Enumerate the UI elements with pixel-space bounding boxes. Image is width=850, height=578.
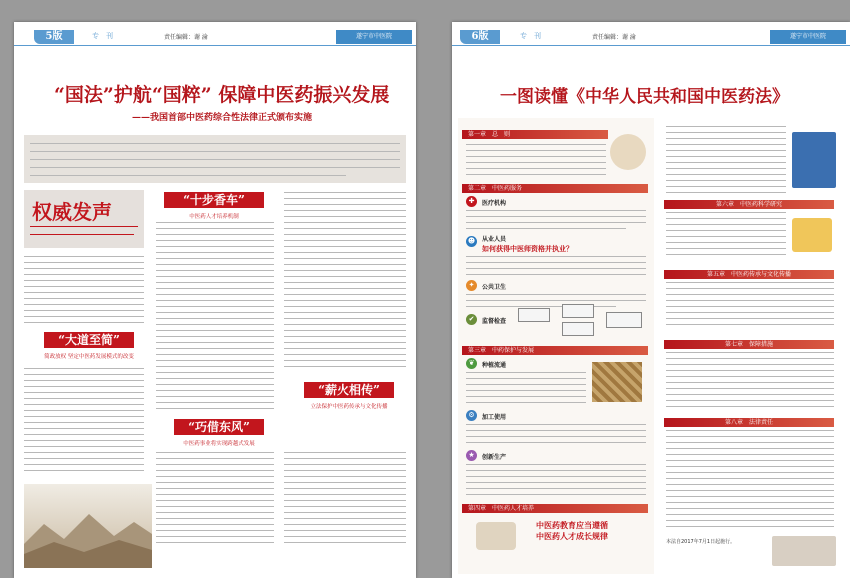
left-headline: “国法”护航“国粹” 保障中医药振兴发展 (54, 84, 390, 106)
item-innovation: 创新生产 (482, 454, 507, 461)
medical-book-icon (792, 132, 836, 188)
item-supervision: 监督检查 (482, 318, 507, 325)
right-header-rule (452, 45, 850, 46)
right-page-number: 6版 (460, 30, 500, 44)
sidebar-note-3: 立法保护中医药传承与文化传播 (310, 404, 388, 410)
talent-slogan (536, 520, 608, 542)
flow-box-2 (562, 304, 594, 318)
chapter-bar-2: 第二章 中医药服务 (462, 184, 648, 193)
sidebar-note-2: 简政放权 坚定中医药发展模式的改变 (44, 354, 134, 360)
bottom-columns-text (156, 452, 406, 562)
herb-grid-icon (592, 362, 642, 402)
right-section-label: 专 刊 (520, 32, 541, 40)
right-newspaper-page (452, 22, 850, 578)
left-editor-label: 责任编辑：谢 渝 (164, 34, 208, 41)
students-illustration (476, 522, 516, 550)
hospital-icon: ✚ (466, 196, 477, 207)
item-planting-circulation: 种植流通 (482, 362, 507, 369)
herb-bowl-icon (610, 134, 646, 170)
talent-slogan-line-1: 中医药教育应当遵循 (536, 520, 608, 530)
sidebar-heading-3: “薪火相传” (304, 382, 394, 398)
right-editor-label: 责任编辑：谢 渝 (592, 34, 636, 41)
flow-box-4 (606, 312, 642, 328)
innovation-icon: ★ (466, 450, 477, 461)
chapter-bar-3: 第三章 中药保护与发展 (462, 346, 648, 355)
mountain-scenery-image (24, 484, 152, 568)
public-health-icon: ✦ (466, 280, 477, 291)
chapter-bar-1: 第一章 总 则 (462, 130, 608, 139)
left-section-label: 专 刊 (92, 32, 113, 40)
right-column-text (284, 192, 406, 377)
left-hospital-logo: 遂宁市中医院 (336, 30, 412, 44)
left-column-text (24, 254, 144, 504)
chapter-bar-4: 第四章 中医药人才培养 (462, 504, 648, 513)
herbal-illustration (24, 484, 152, 568)
open-book-icon (792, 218, 832, 252)
flow-box-1 (518, 308, 550, 322)
right-page-header (452, 30, 850, 44)
effective-date-note: 本法自2017年7月1日起施行。 (666, 539, 736, 545)
left-newspaper-page (14, 22, 416, 578)
right-hospital-logo: 遂宁市中医院 (770, 30, 846, 44)
authority-banner-title: 权威发声 (32, 200, 112, 224)
gavel-illustration (772, 536, 836, 566)
sidebar-note-4: 中医药事业将实现跨越式发展 (183, 441, 255, 447)
middle-column-text (156, 222, 274, 412)
left-intro-box (24, 135, 406, 183)
sidebar-heading-4: “巧借东风” (174, 419, 264, 435)
chapter-bar-7: 第七章 保障措施 (664, 340, 834, 349)
talent-slogan-line-2: 中医药人才成长规律 (536, 531, 608, 541)
chapter-bar-8: 第八章 法律责任 (664, 418, 834, 427)
left-subheadline: ——我国首部中医药综合性法律正式颁布实施 (132, 113, 313, 123)
sidebar-note-1: 中医药人才培养机制 (189, 214, 239, 220)
flow-box-3 (562, 322, 594, 336)
authority-banner-box (24, 190, 144, 248)
left-page-number: 5版 (34, 30, 74, 44)
left-header-rule (14, 45, 416, 46)
item-medical-institution: 医疗机构 (482, 200, 507, 207)
left-page-header (14, 30, 416, 44)
chapter-bar-5: 第五章 中医药传承与文化传播 (664, 270, 834, 279)
item-practitioners: 从业人员 (482, 236, 507, 243)
sidebar-heading-2: “大道至简” (44, 332, 134, 348)
sidebar-heading-1: “十步香车” (164, 192, 264, 208)
right-headline: 一图读懂《中华人民共和国中医药法》 (500, 87, 789, 107)
doctor-icon: ☻ (467, 237, 476, 245)
chapter-bar-6: 第六章 中医药科学研究 (664, 200, 834, 209)
item-license-question: 如何获得中医师资格并执业？ (482, 245, 573, 253)
processing-icon: ⚙ (466, 410, 477, 421)
item-public-health: 公共卫生 (482, 284, 507, 291)
planting-icon: ❦ (466, 358, 477, 369)
item-processing-use: 加工使用 (482, 414, 507, 421)
inspection-icon: ✔ (466, 314, 477, 325)
